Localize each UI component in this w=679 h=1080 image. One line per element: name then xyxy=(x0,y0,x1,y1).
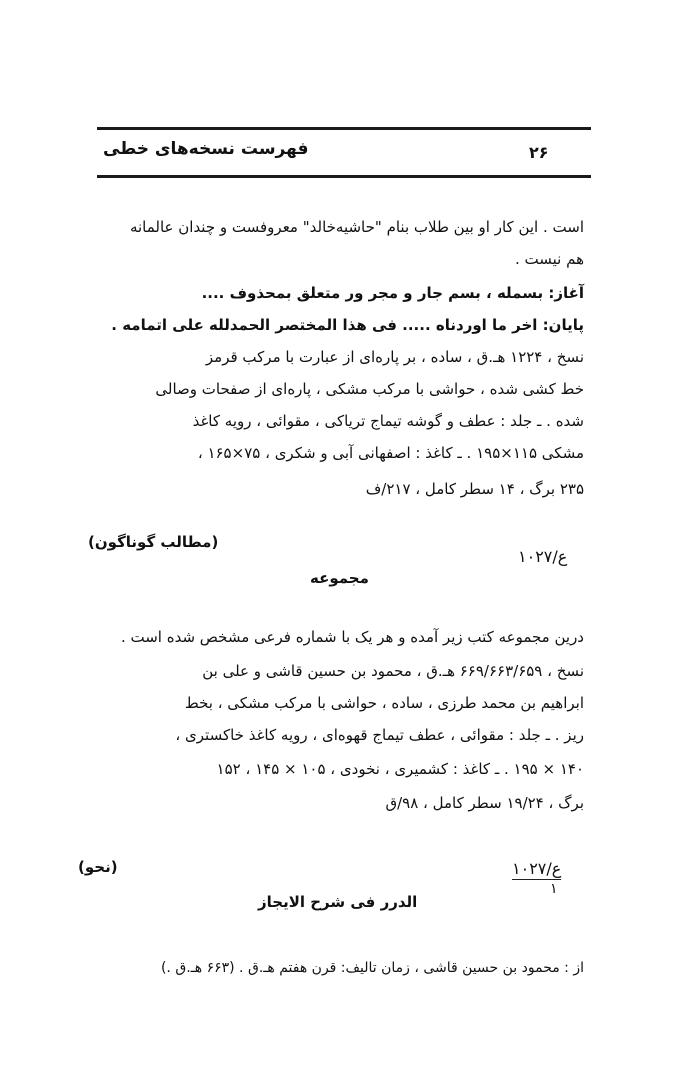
running-title: فهرست نسخه‌های خطی xyxy=(103,139,309,159)
shelfmark xyxy=(512,859,561,878)
text-line: ۲۳۵ برگ ، ۱۴ سطر کامل ، ۲۱۷/ف xyxy=(365,480,584,498)
shelfmark-subnumber: ۱ xyxy=(550,881,558,897)
text-line: ابراهیم بن محمد طرزی ، ساده ، حواشی با مرکب مشکی ، بخط xyxy=(184,694,584,712)
text-line: برگ ، ۱۹/۲۴ سطر کامل ، ۹۸/ق xyxy=(385,794,584,812)
shelfmark-number: ع/۱۰۲۷ xyxy=(512,859,562,878)
topic-label: (مطالب گوناگون) xyxy=(88,533,219,551)
text-line: شده . ـ جلد : عطف و گوشه تیماج تریاکی ، مقوائی ، رویه کاغذ xyxy=(192,412,584,430)
incipit-line: آغاز: بسمله ، بسم جار و مجر ور متعلق بمحذوف .... xyxy=(201,284,584,302)
entry-title: مجموعه xyxy=(310,569,369,587)
text-line: ریز . ـ جلد : مقوائی ، عطف تیماج قهوه‌ای ، رویه کاغذ خاکستری ، xyxy=(175,726,584,744)
text-line: درین مجموعه کتب زیر آمده و هر یک با شماره فرعی مشخص شده است . xyxy=(120,628,584,646)
header-bottom-rule xyxy=(97,175,591,178)
page-number: ۲۶ xyxy=(529,143,549,162)
entry-title: الدرر فی شرح الایجاز xyxy=(258,893,418,911)
text-line: است . این کار او بین طلاب بنام "حاشیه‌خالد" معروفست و چندان عالمانه xyxy=(129,218,584,236)
shelfmark: ع/۱۰۲۷ xyxy=(518,547,568,566)
author-line: از : محمود بن حسین قاشی ، زمان تالیف: قرن هفتم هـ.ق . (۶۶۳ هـ.ق .) xyxy=(160,960,584,976)
text-line: خط کشی شده ، حواشی با مرکب مشکی ، پاره‌ای از صفحات وصالی xyxy=(155,380,584,398)
text-line: نسخ ، ۱۲۲۴ هـ.ق ، ساده ، بر پاره‌ای از عبارت با مرکب قرمز xyxy=(205,348,584,366)
text-line: ۱۴۰ × ۱۹۵ . ـ کاغذ : کشمیری ، نخودی ، ۱۰۵ × ۱۴۵ ، ۱۵۲ xyxy=(216,760,584,778)
topic-label: (نحو) xyxy=(78,858,118,876)
header-top-rule xyxy=(97,127,591,130)
text-line: هم نیست . xyxy=(514,250,584,268)
text-line: نسخ ، ۶۶۹/۶۶۳/۶۵۹ هـ.ق ، محمود بن حسین قاشی و علی بن xyxy=(202,662,584,680)
explicit-line: پایان: اخر ما اوردناه ..... فی هذا المختصر الحمدلله علی اتمامه . xyxy=(111,316,584,334)
text-line: مشکی ۱۱۵×۱۹۵ . ـ کاغذ : اصفهانی آبی و شکری ، ۷۵×۱۶۵ ، xyxy=(197,444,584,462)
